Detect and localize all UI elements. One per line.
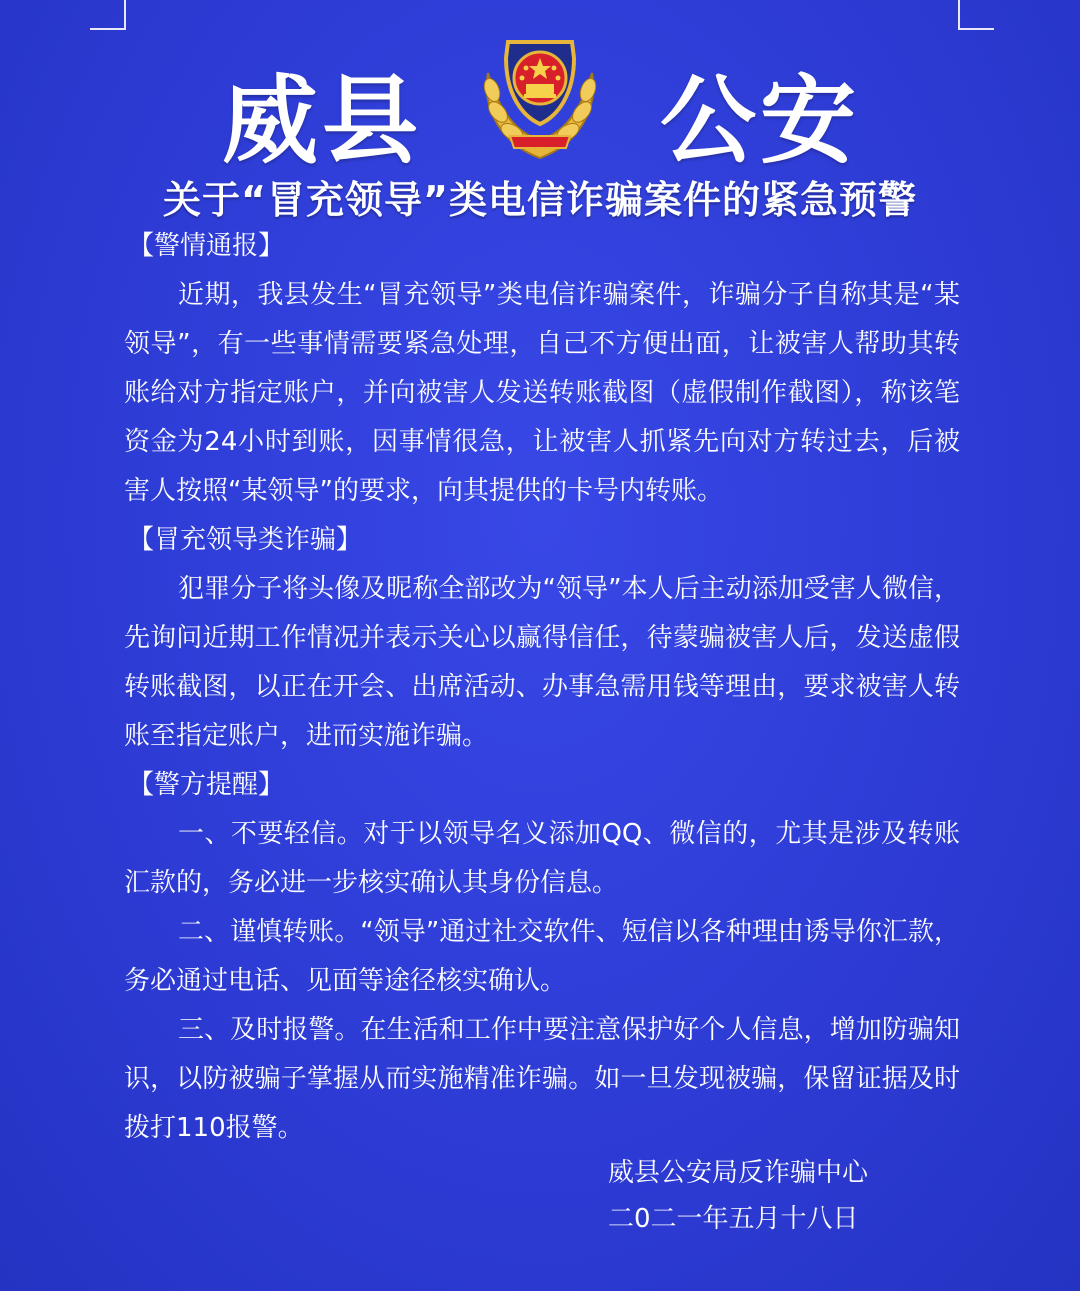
section-heading-reminder: 【警方提醒】 xyxy=(128,770,285,800)
brand-title-right: 公安 xyxy=(660,65,860,177)
page-title: 关于“冒充领导”类电信诈骗案件的紧急预警 xyxy=(163,178,917,222)
header xyxy=(0,28,1080,178)
paragraph-reminder-2: 二、谨慎转账。“领导”通过社交软件、短信以各种理由诱导你汇款，务必通过电话、见面等途径核实确认。 xyxy=(124,917,960,996)
signature-block xyxy=(608,1150,868,1242)
brand-title-left: 威县 xyxy=(222,65,422,177)
police-emblem-icon xyxy=(470,28,610,168)
paragraph-fraud-type: 犯罪分子将头像及昵称全部改为“领导”本人后主动添加受害人微信，先询问近期工作情况并表示关心以赢得信任，待蒙骗被害人后，发送虚假转账截图，以正在开会、出席活动、办事急需用钱等理由，要求被害人转账至指定账户，进而实施诈骗。 xyxy=(124,574,960,751)
section-heading-alert: 【警情通报】 xyxy=(128,231,285,261)
corner-mark-left xyxy=(90,0,126,30)
signature-date: 二0二一年五月十八日 xyxy=(608,1204,859,1234)
corner-mark-right xyxy=(958,0,994,30)
paragraph-reminder-3: 三、及时报警。在生活和工作中要注意保护好个人信息，增加防骗知识，以防被骗子掌握从而实施精准诈骗。如一旦发现被骗，保留证据及时拨打110报警。 xyxy=(124,1015,960,1143)
signature-org: 威县公安局反诈骗中心 xyxy=(608,1158,869,1188)
paragraph-reminder-1: 一、不要轻信。对于以领导名义添加QQ、微信的，尤其是涉及转账汇款的，务必进一步核实确认其身份信息。 xyxy=(124,819,960,898)
section-heading-fraud-type: 【冒充领导类诈骗】 xyxy=(128,525,363,555)
paragraph-alert: 近期，我县发生“冒充领导”类电信诈骗案件，诈骗分子自称其是“某领导”，有一些事情需要紧急处理，自己不方便出面，让被害人帮助其转账给对方指定账户，并向被害人发送转账截图（虚假制作截图），称该笔资金为24小时到账，因事情很急，让被害人抓紧先向对方转过去，后被害人按照“某领导”的要求，向其提供的卡号内转账。 xyxy=(124,280,960,506)
notice-body xyxy=(124,222,960,1153)
